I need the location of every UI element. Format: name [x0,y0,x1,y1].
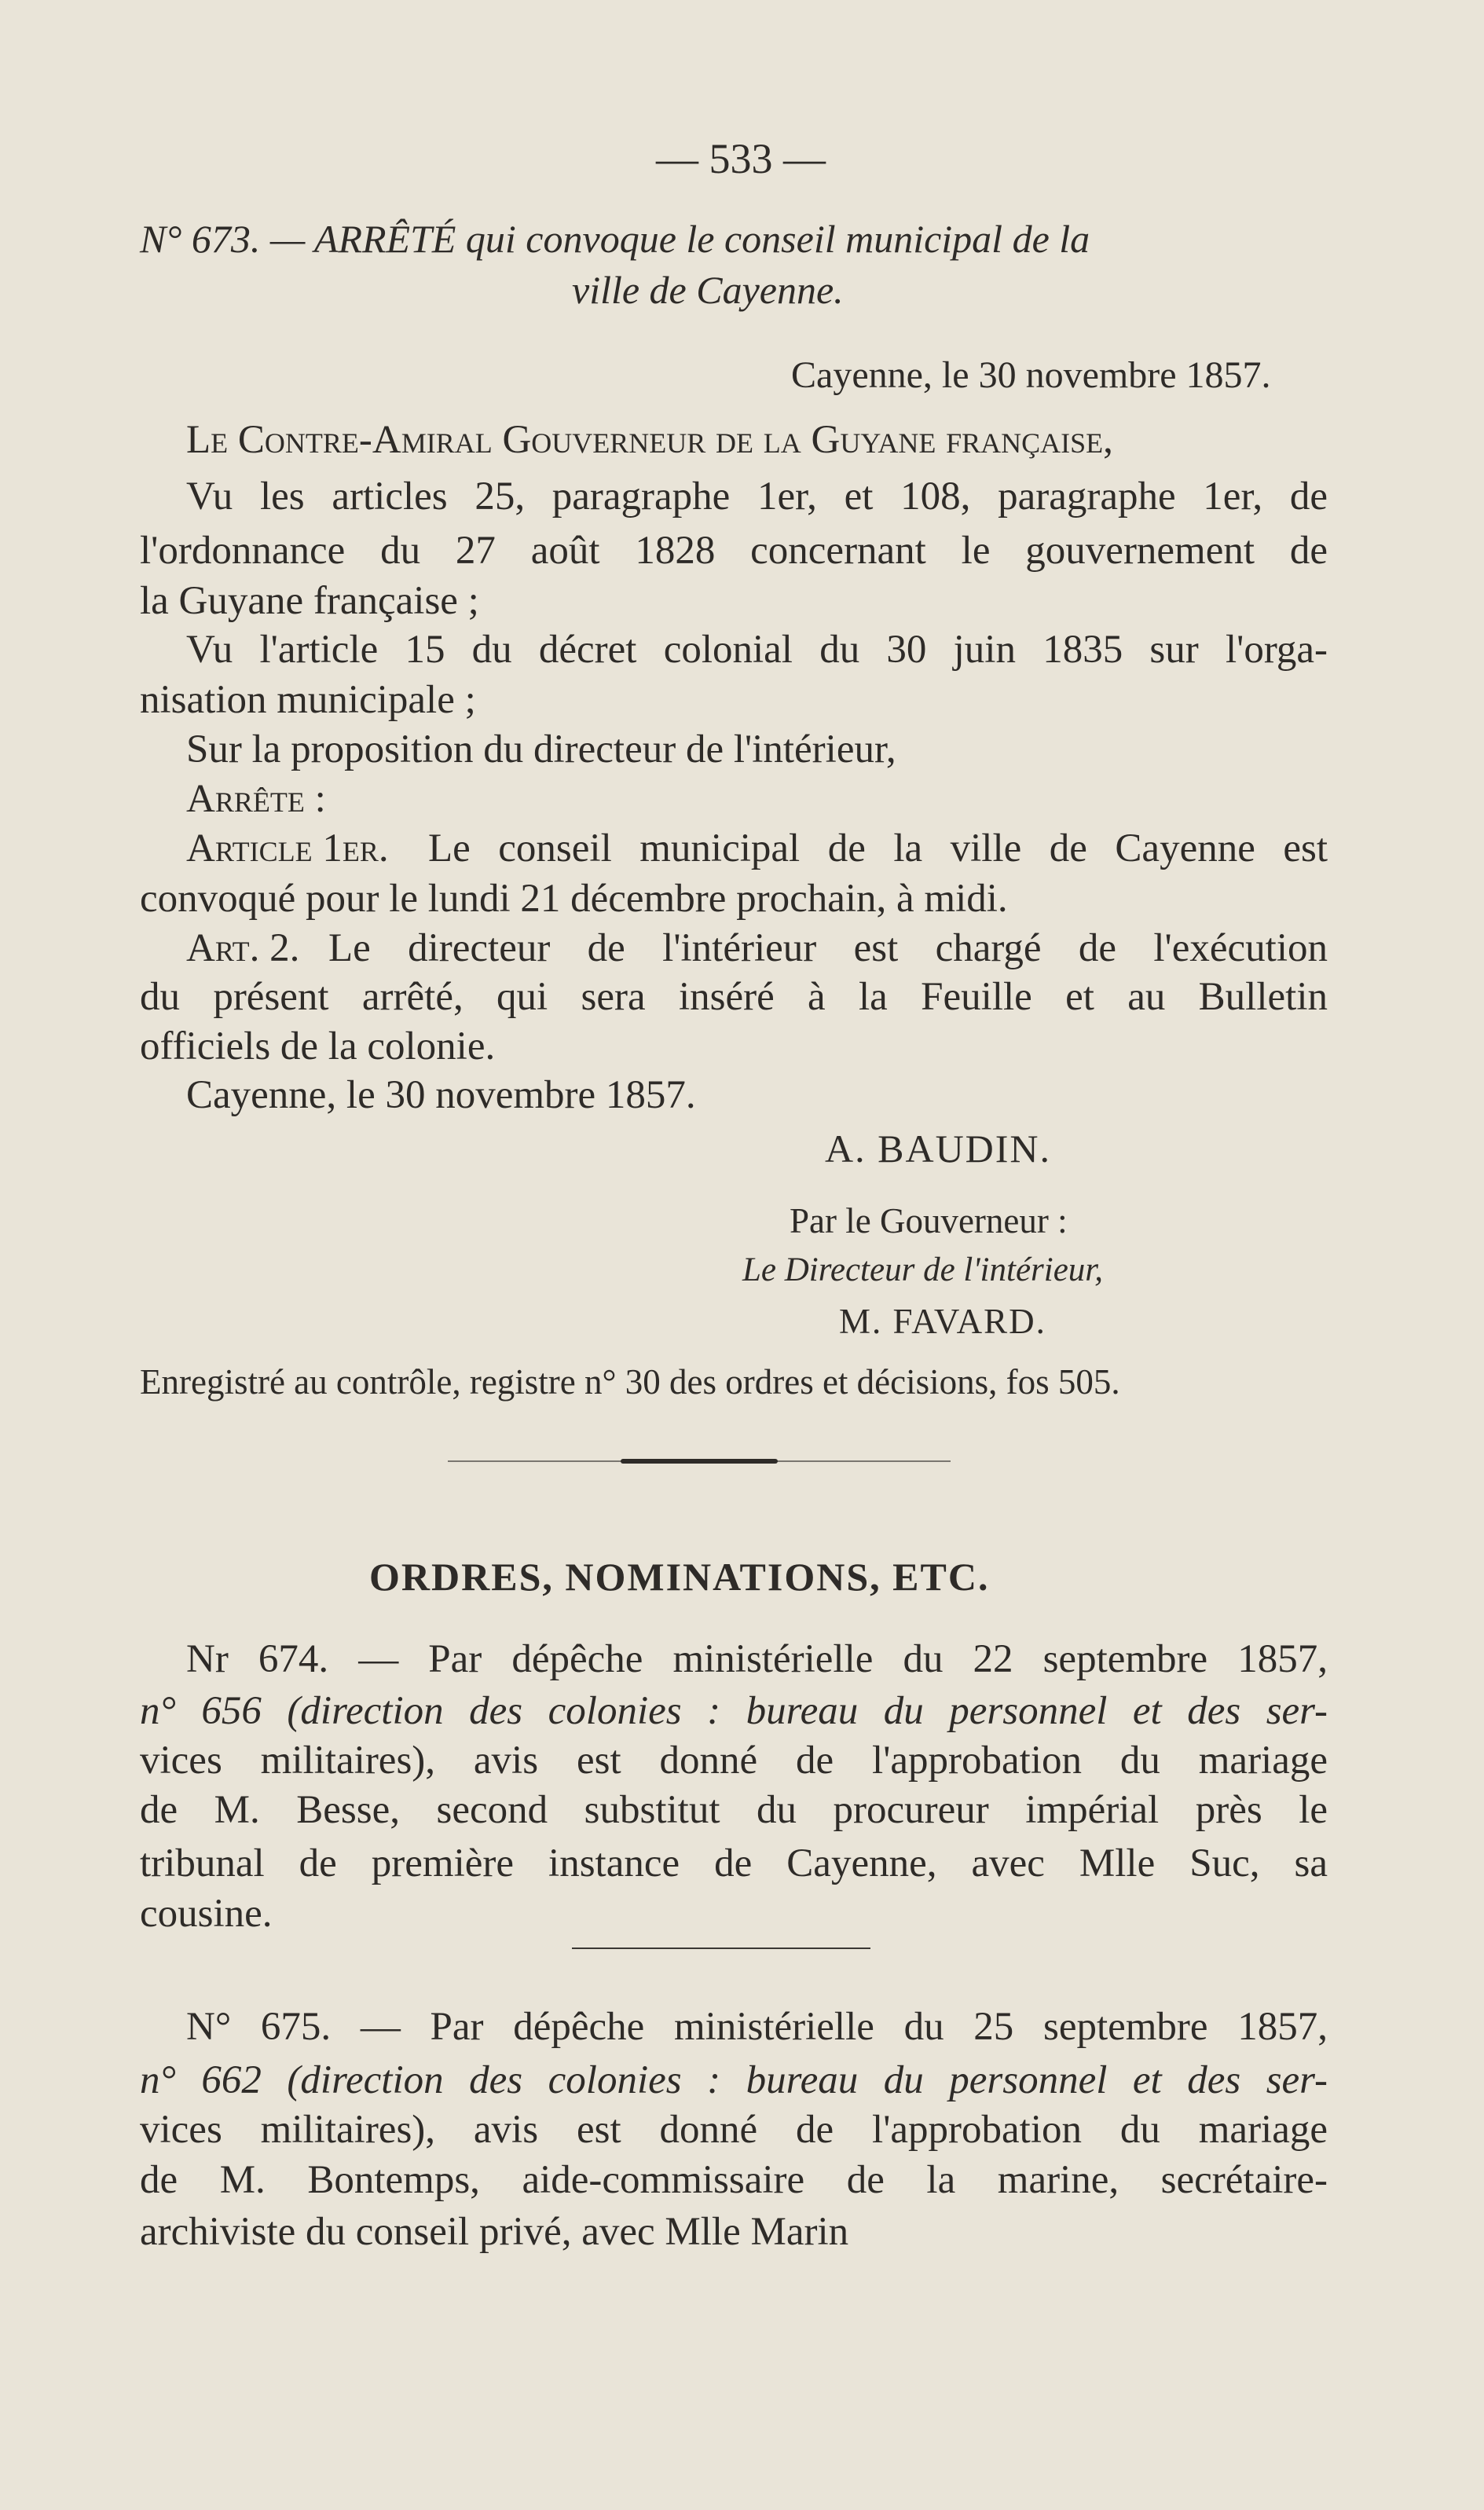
article-1-line-2: convoqué pour le lundi 21 décembre prochain, à midi. [140,877,1008,921]
section-heading: ORDRES, NOMINATIONS, ETC. [369,1555,990,1599]
page-number: — 533 — [656,135,826,182]
considerant-line-2: l'ordonnance du 27 août 1828 concernant le gouvernement de [140,529,1328,573]
entry-674-line-2: n° 656 (direction des colonies : bureau du personnel et des ser- [140,1689,1328,1733]
signatory: A. BAUDIN. [825,1127,1052,1171]
by-governor: Par le Gouverneur : [790,1201,1068,1240]
article-1-line-1: Le conseil municipal de la ville de Cayenne est [428,826,1328,870]
article-1-label: Article 1er. [186,826,389,870]
entry-674-line-6: cousine. [140,1892,273,1936]
article-2-label: Art. 2. [186,926,300,970]
entry-675-line-1: N° 675. — Par dépêche ministérielle du 25 septembre 1857, [186,2005,1328,2049]
entry-675-line-4: de M. Bontemps, aide-commissaire de la marine, secrétaire- [140,2158,1328,2202]
considerant-line-3: la Guyane française ; [140,579,479,623]
article-2-line-3: officiels de la colonie. [140,1024,496,1068]
ornamental-divider [448,1460,951,1463]
closing-date: Cayenne, le 30 novembre 1857. [186,1073,696,1117]
director-name: M. FAVARD. [839,1302,1046,1341]
entry-675-line-5: archiviste du conseil privé, avec Mlle Marin [140,2210,849,2254]
article-2-line-1: Le directeur de l'intérieur est chargé de l'exécution [328,926,1328,970]
entry-675-line-3: vices militaires), avis est donné de l'approbation du mariage [140,2108,1328,2152]
arrete-title-line-1: N° 673. — ARRÊTÉ qui convoque le conseil municipal de la [140,217,1090,261]
entry-674-line-1: Nr 674. — Par dépêche ministérielle du 22 septembre 1857, [186,1637,1328,1681]
arrete-title-line-2: ville de Cayenne. [572,268,844,312]
entry-674-line-5: tribunal de première instance de Cayenne, avec Mlle Suc, sa [140,1841,1328,1885]
entry-674-line-4: de M. Besse, second substitut du procureur impérial près le [140,1788,1328,1832]
considerant-line-1: Vu les articles 25, paragraphe 1er, et 108, paragraphe 1er, de [186,475,1328,518]
considerant-line-4: Vu l'article 15 du décret colonial du 30 juin 1835 sur l'orga- [186,628,1328,672]
entry-674-line-3: vices militaires), avis est donné de l'approbation du mariage [140,1739,1328,1783]
registration-note: Enregistré au contrôle, registre n° 30 des ordres et décisions, fos 505. [140,1362,1120,1402]
governor-line: Le Contre-Amiral Gouverneur de la Guyane française, [186,418,1113,462]
arrete-dateline: Cayenne, le 30 novembre 1857. [791,354,1271,396]
separator-rule [572,1948,870,1949]
considerant-line-6: Sur la proposition du directeur de l'intérieur, [186,727,896,771]
arrete-heading: Arrête : [186,777,326,821]
article-2-line-2: du présent arrêté, qui sera inséré à la Feuille et au Bulletin [140,975,1328,1019]
director-title: Le Directeur de l'intérieur, [742,1251,1104,1288]
entry-675-line-2: n° 662 (direction des colonies : bureau du personnel et des ser- [140,2058,1328,2102]
considerant-line-5: nisation municipale ; [140,678,476,722]
